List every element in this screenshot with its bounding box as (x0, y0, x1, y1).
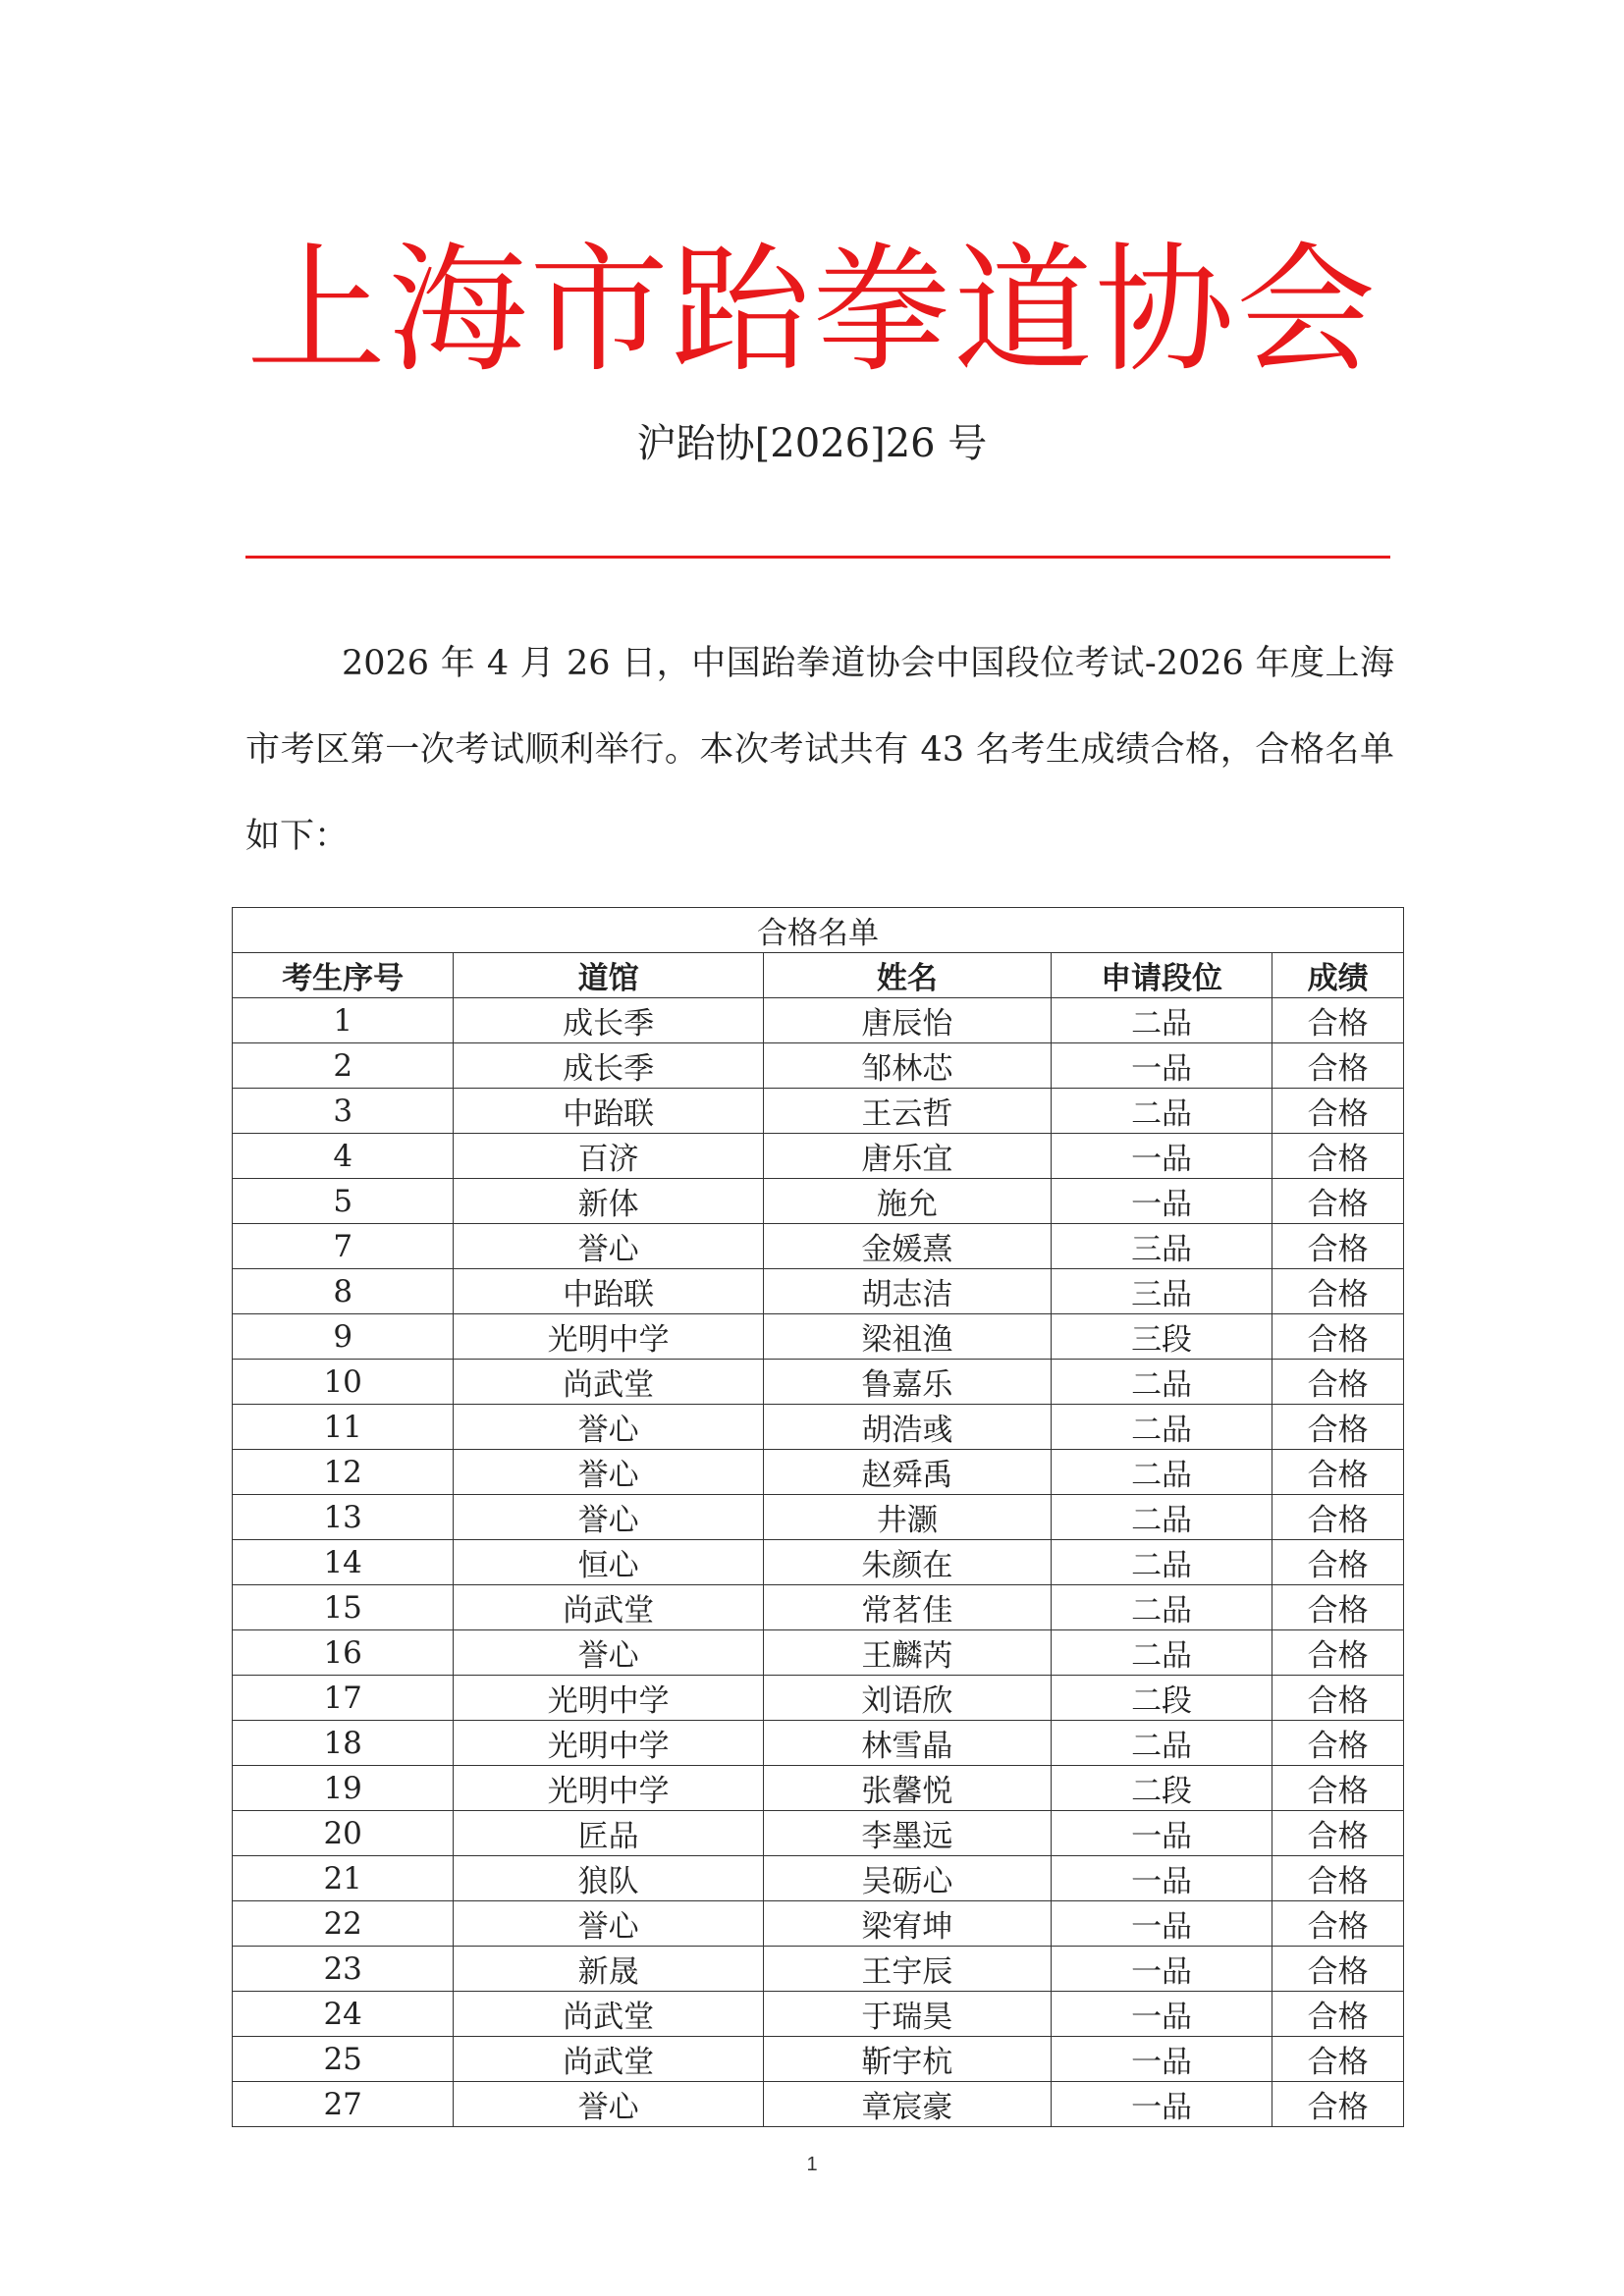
cell-result: 合格 (1272, 1540, 1404, 1585)
cell-rank: 三品 (1051, 1224, 1272, 1269)
cell-name: 林雪晶 (763, 1721, 1051, 1766)
cell-result: 合格 (1272, 1314, 1404, 1360)
cell-dojo: 誉心 (454, 1224, 764, 1269)
cell-rank: 二段 (1051, 1676, 1272, 1721)
cell-exam-number: 24 (233, 1992, 454, 2037)
cell-name: 李墨远 (763, 1811, 1051, 1856)
cell-dojo: 新体 (454, 1179, 764, 1224)
cell-result: 合格 (1272, 1360, 1404, 1405)
cell-rank: 二品 (1051, 1540, 1272, 1585)
table-row (233, 1269, 1404, 1314)
cell-rank: 一品 (1051, 1947, 1272, 1992)
cell-exam-number: 7 (233, 1224, 454, 1269)
table-row (233, 1630, 1404, 1676)
cell-exam-number: 3 (233, 1089, 454, 1134)
table-row (233, 1992, 1404, 2037)
cell-name: 金媛熹 (763, 1224, 1051, 1269)
cell-exam-number: 19 (233, 1766, 454, 1811)
cell-dojo: 中跆联 (454, 1089, 764, 1134)
cell-name: 张馨悦 (763, 1766, 1051, 1811)
cell-rank: 三段 (1051, 1314, 1272, 1360)
cell-dojo: 誉心 (454, 1495, 764, 1540)
cell-rank: 二品 (1051, 1495, 1272, 1540)
cell-dojo: 百济 (454, 1134, 764, 1179)
cell-exam-number: 23 (233, 1947, 454, 1992)
cell-exam-number: 4 (233, 1134, 454, 1179)
cell-result: 合格 (1272, 1901, 1404, 1947)
table-row (233, 1224, 1404, 1269)
cell-result: 合格 (1272, 1179, 1404, 1224)
cell-result: 合格 (1272, 998, 1404, 1043)
cell-dojo: 光明中学 (454, 1676, 764, 1721)
cell-rank: 二品 (1051, 1585, 1272, 1630)
table-row (233, 1043, 1404, 1089)
table-row (233, 1089, 1404, 1134)
cell-rank: 二品 (1051, 1450, 1272, 1495)
cell-name: 胡志洁 (763, 1269, 1051, 1314)
document-number: 沪跆协[2026]26 号 (636, 421, 988, 466)
cell-name: 于瑞昊 (763, 1992, 1051, 2037)
cell-name: 赵舜禹 (763, 1450, 1051, 1495)
cell-result: 合格 (1272, 1495, 1404, 1540)
cell-rank: 一品 (1051, 1043, 1272, 1089)
cell-dojo: 誉心 (454, 2082, 764, 2127)
cell-exam-number: 17 (233, 1676, 454, 1721)
table-row (233, 1901, 1404, 1947)
cell-rank: 二段 (1051, 1766, 1272, 1811)
cell-name: 梁祖渔 (763, 1314, 1051, 1360)
cell-rank: 一品 (1051, 1901, 1272, 1947)
table-row (233, 1360, 1404, 1405)
cell-rank: 三品 (1051, 1269, 1272, 1314)
cell-result: 合格 (1272, 1089, 1404, 1134)
cell-name: 唐辰怡 (763, 998, 1051, 1043)
table-row (233, 1450, 1404, 1495)
cell-rank: 二品 (1051, 1360, 1272, 1405)
cell-result: 合格 (1272, 1947, 1404, 1992)
table-body (233, 998, 1404, 2127)
table-row (233, 2082, 1404, 2127)
cell-name: 朱颜在 (763, 1540, 1051, 1585)
cell-name: 吴砺心 (763, 1856, 1051, 1901)
cell-dojo: 誉心 (454, 1901, 764, 1947)
cell-exam-number: 20 (233, 1811, 454, 1856)
cell-name: 梁宥坤 (763, 1901, 1051, 1947)
cell-exam-number: 16 (233, 1630, 454, 1676)
cell-dojo: 中跆联 (454, 1269, 764, 1314)
cell-result: 合格 (1272, 1585, 1404, 1630)
announcement-paragraph: 2026 年 4 月 26 日，中国跆拳道协会中国段位考试-2026 年度上海市考区第一次考试顺利举行。本次考试共有 43 名考生成绩合格，合格名单如下： (245, 644, 1394, 856)
cell-rank: 一品 (1051, 2082, 1272, 2127)
cell-name: 施允 (763, 1179, 1051, 1224)
cell-result: 合格 (1272, 1134, 1404, 1179)
cell-exam-number: 8 (233, 1269, 454, 1314)
cell-name: 井灏 (763, 1495, 1051, 1540)
cell-rank: 二品 (1051, 1721, 1272, 1766)
cell-name: 胡浩彧 (763, 1405, 1051, 1450)
cell-name: 靳宇杭 (763, 2037, 1051, 2082)
cell-name: 王宇辰 (763, 1947, 1051, 1992)
cell-result: 合格 (1272, 1269, 1404, 1314)
table-caption-row (233, 908, 1404, 953)
cell-name: 王云哲 (763, 1089, 1051, 1134)
cell-result: 合格 (1272, 1766, 1404, 1811)
table-row (233, 1405, 1404, 1450)
cell-name: 章宸豪 (763, 2082, 1051, 2127)
table-row (233, 1721, 1404, 1766)
cell-dojo: 光明中学 (454, 1314, 764, 1360)
cell-dojo: 狼队 (454, 1856, 764, 1901)
cell-dojo: 恒心 (454, 1540, 764, 1585)
cell-dojo: 尚武堂 (454, 1585, 764, 1630)
cell-name: 常茗佳 (763, 1585, 1051, 1630)
cell-dojo: 成长季 (454, 1043, 764, 1089)
table-row (233, 1766, 1404, 1811)
cell-exam-number: 9 (233, 1314, 454, 1360)
cell-dojo: 成长季 (454, 998, 764, 1043)
table-row (233, 1811, 1404, 1856)
cell-exam-number: 1 (233, 998, 454, 1043)
cell-rank: 一品 (1051, 1992, 1272, 2037)
cell-exam-number: 13 (233, 1495, 454, 1540)
table-row (233, 998, 1404, 1043)
table-row (233, 2037, 1404, 2082)
table-row (233, 1856, 1404, 1901)
cell-result: 合格 (1272, 2037, 1404, 2082)
table-row (233, 1585, 1404, 1630)
cell-name: 王麟芮 (763, 1630, 1051, 1676)
header-divider (245, 556, 1390, 559)
cell-dojo: 尚武堂 (454, 1992, 764, 2037)
cell-result: 合格 (1272, 1811, 1404, 1856)
cell-rank: 一品 (1051, 2037, 1272, 2082)
cell-result: 合格 (1272, 1630, 1404, 1676)
cell-result: 合格 (1272, 1992, 1404, 2037)
cell-dojo: 光明中学 (454, 1766, 764, 1811)
cell-exam-number: 18 (233, 1721, 454, 1766)
cell-dojo: 匠品 (454, 1811, 764, 1856)
column-header-rank: 申请段位 (1051, 953, 1272, 998)
page-number: 1 (806, 2154, 818, 2175)
cell-rank: 二品 (1051, 1089, 1272, 1134)
cell-dojo: 尚武堂 (454, 1360, 764, 1405)
column-header-dojo: 道馆 (454, 953, 764, 998)
cell-result: 合格 (1272, 1856, 1404, 1901)
table-header-row (233, 953, 1404, 998)
column-header-result: 成绩 (1272, 953, 1404, 998)
cell-dojo: 誉心 (454, 1405, 764, 1450)
cell-result: 合格 (1272, 1043, 1404, 1089)
column-header-exam-number: 考生序号 (233, 953, 454, 998)
cell-exam-number: 2 (233, 1043, 454, 1089)
cell-name: 邹林芯 (763, 1043, 1051, 1089)
table-row (233, 1134, 1404, 1179)
cell-result: 合格 (1272, 1405, 1404, 1450)
table-caption: 合格名单 (233, 908, 1404, 953)
cell-dojo: 新晟 (454, 1947, 764, 1992)
cell-name: 唐乐宜 (763, 1134, 1051, 1179)
qualified-list-table (232, 907, 1404, 2127)
cell-exam-number: 25 (233, 2037, 454, 2082)
cell-exam-number: 15 (233, 1585, 454, 1630)
cell-result: 合格 (1272, 1676, 1404, 1721)
cell-exam-number: 10 (233, 1360, 454, 1405)
cell-result: 合格 (1272, 1721, 1404, 1766)
cell-name: 刘语欣 (763, 1676, 1051, 1721)
table-row (233, 1947, 1404, 1992)
table-row (233, 1314, 1404, 1360)
cell-exam-number: 12 (233, 1450, 454, 1495)
cell-dojo: 光明中学 (454, 1721, 764, 1766)
cell-rank: 一品 (1051, 1134, 1272, 1179)
cell-exam-number: 22 (233, 1901, 454, 1947)
cell-exam-number: 21 (233, 1856, 454, 1901)
table-row (233, 1676, 1404, 1721)
cell-rank: 二品 (1051, 1630, 1272, 1676)
cell-result: 合格 (1272, 1450, 1404, 1495)
cell-dojo: 誉心 (454, 1450, 764, 1495)
cell-rank: 一品 (1051, 1856, 1272, 1901)
cell-dojo: 尚武堂 (454, 2037, 764, 2082)
organization-title: 上海市跆拳道协会 (246, 230, 1378, 392)
cell-rank: 一品 (1051, 1179, 1272, 1224)
cell-dojo: 誉心 (454, 1630, 764, 1676)
cell-rank: 二品 (1051, 998, 1272, 1043)
cell-rank: 二品 (1051, 1405, 1272, 1450)
cell-result: 合格 (1272, 1224, 1404, 1269)
table-row (233, 1540, 1404, 1585)
cell-exam-number: 27 (233, 2082, 454, 2127)
table-row (233, 1495, 1404, 1540)
cell-name: 鲁嘉乐 (763, 1360, 1051, 1405)
cell-exam-number: 11 (233, 1405, 454, 1450)
cell-result: 合格 (1272, 2082, 1404, 2127)
cell-exam-number: 14 (233, 1540, 454, 1585)
column-header-name: 姓名 (763, 953, 1051, 998)
table-row (233, 1179, 1404, 1224)
cell-rank: 一品 (1051, 1811, 1272, 1856)
cell-exam-number: 5 (233, 1179, 454, 1224)
